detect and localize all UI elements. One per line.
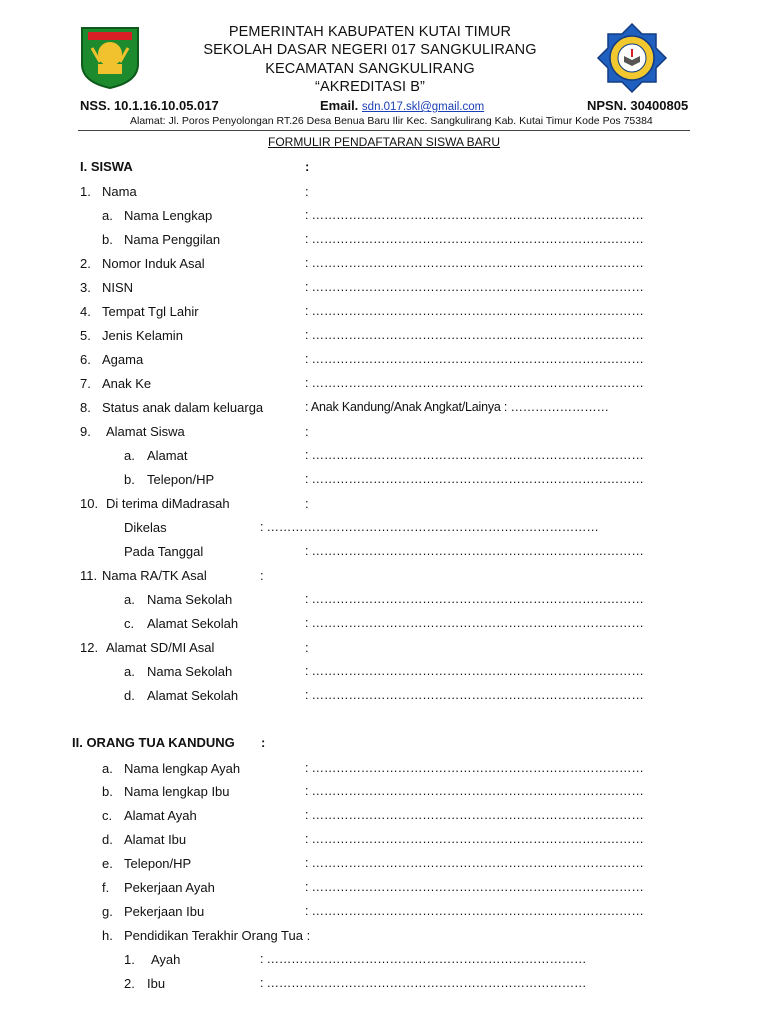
field-pada-tanggal[interactable]: : ……………………………………………………………………… bbox=[305, 544, 644, 558]
item-letter: a. bbox=[124, 448, 135, 463]
regency-crest-icon bbox=[78, 24, 142, 90]
item-number: 8. bbox=[80, 400, 91, 415]
field-ttl[interactable]: : ……………………………………………………………………… bbox=[305, 304, 644, 318]
field-alamat-sekolah-ratk[interactable]: : ……………………………………………………………………… bbox=[305, 616, 644, 630]
label-telepon-ortu: Telepon/HP bbox=[124, 856, 192, 871]
colon: : bbox=[305, 424, 309, 439]
label-pekerjaan-ayah: Pekerjaan Ayah bbox=[124, 880, 215, 895]
item-number: 1. bbox=[80, 184, 91, 199]
label-nomor-induk: Nomor Induk Asal bbox=[102, 256, 205, 271]
item-number: 10. bbox=[80, 496, 99, 511]
form-title: FORMULIR PENDAFTARAN SISWA BARU bbox=[267, 135, 501, 149]
label-jenis-kelamin: Jenis Kelamin bbox=[102, 328, 183, 343]
item-letter: h. bbox=[102, 928, 113, 943]
label-pendidikan-ayah: Ayah bbox=[151, 952, 181, 967]
item-letter: a. bbox=[124, 592, 135, 607]
item-letter: g. bbox=[102, 904, 113, 919]
label-nama-ibu: Nama lengkap Ibu bbox=[124, 784, 230, 799]
email-label: Email. bbox=[320, 98, 359, 113]
label-nama-ayah: Nama lengkap Ayah bbox=[124, 761, 241, 776]
field-jenis-kelamin[interactable]: : ……………………………………………………………………… bbox=[305, 328, 644, 342]
label-anak-ke: Anak Ke bbox=[102, 376, 152, 391]
label-sd-mi: Alamat SD/MI Asal bbox=[106, 640, 215, 655]
item-letter: d. bbox=[124, 688, 135, 703]
label-alamat-sekolah: Alamat Sekolah bbox=[147, 688, 239, 703]
item-letter: b. bbox=[102, 784, 113, 799]
nss-number: NSS. 10.1.16.10.05.017 bbox=[80, 98, 219, 113]
colon: : bbox=[305, 640, 309, 655]
item-letter: a. bbox=[102, 208, 113, 223]
school-emblem-icon bbox=[596, 22, 668, 94]
item-letter: f. bbox=[102, 880, 110, 895]
field-alamat-ayah[interactable]: : ……………………………………………………………………… bbox=[305, 808, 644, 822]
item-number: 7. bbox=[80, 376, 91, 391]
label-alamat-siswa: Alamat Siswa bbox=[106, 424, 185, 439]
item-number: 9. bbox=[80, 424, 91, 439]
colon: : bbox=[305, 159, 310, 174]
item-number: 5. bbox=[80, 328, 91, 343]
section-orangtua-title: II. ORANG TUA KANDUNG bbox=[72, 735, 235, 750]
field-status-anak[interactable]: : Anak Kandung/Anak Angkat/Lainya : …………………… bbox=[305, 400, 609, 414]
label-alamat: Alamat bbox=[147, 448, 188, 463]
field-nama-panggilan[interactable]: : ……………………………………………………………………… bbox=[305, 232, 644, 246]
label-status-anak: Status anak dalam keluarga bbox=[102, 400, 264, 415]
field-alamat-sekolah-sdmi[interactable]: : ……………………………………………………………………… bbox=[305, 688, 644, 702]
label-pendidikan-ibu: Ibu bbox=[147, 976, 166, 991]
label-agama: Agama bbox=[102, 352, 144, 367]
npsn-number: NPSN. 30400805 bbox=[587, 98, 689, 113]
label-pada-tanggal: Pada Tanggal bbox=[124, 544, 204, 559]
item-number: 11. bbox=[80, 568, 98, 583]
item-number: 2. bbox=[80, 256, 91, 271]
item-letter: a. bbox=[102, 761, 113, 776]
colon: : bbox=[305, 496, 309, 511]
field-nama-sekolah-ratk[interactable]: : ……………………………………………………………………… bbox=[305, 592, 644, 606]
field-nama-ayah[interactable]: : ……………………………………………………………………… bbox=[305, 761, 644, 775]
label-pekerjaan-ibu: Pekerjaan Ibu bbox=[124, 904, 205, 919]
item-letter: d. bbox=[102, 832, 113, 847]
label-alamat-ibu: Alamat Ibu bbox=[124, 832, 187, 847]
item-number: 3. bbox=[80, 280, 91, 295]
colon: : bbox=[260, 568, 264, 583]
field-pendidikan-ayah[interactable]: : …………………………………………………………………… bbox=[260, 952, 587, 966]
header-divider bbox=[78, 130, 690, 131]
label-dikelas: Dikelas bbox=[124, 520, 167, 535]
label-ttl: Tempat Tgl Lahir bbox=[102, 304, 199, 319]
label-nisn: NISN bbox=[102, 280, 134, 295]
field-nama-sekolah-sdmi[interactable]: : ……………………………………………………………………… bbox=[305, 664, 644, 678]
label-nama-sekolah: Nama Sekolah bbox=[147, 592, 233, 607]
header-school: SEKOLAH DASAR NEGERI 017 SANGKULIRANG bbox=[203, 42, 537, 58]
label-nama-sekolah: Nama Sekolah bbox=[147, 664, 233, 679]
item-letter: e. bbox=[102, 856, 113, 871]
field-pekerjaan-ayah[interactable]: : ……………………………………………………………………… bbox=[305, 880, 644, 894]
item-number: 12. bbox=[80, 640, 99, 655]
field-agama[interactable]: : ……………………………………………………………………… bbox=[305, 352, 644, 366]
item-letter: c. bbox=[102, 808, 113, 823]
label-ra-tk: Nama RA/TK Asal bbox=[102, 568, 207, 583]
item-number: 1. bbox=[124, 952, 135, 967]
field-alamat-ibu[interactable]: : ……………………………………………………………………… bbox=[305, 832, 644, 846]
label-nama: Nama bbox=[102, 184, 137, 199]
field-telepon[interactable]: : ……………………………………………………………………… bbox=[305, 472, 644, 486]
header-accreditation: “AKREDITASI B” bbox=[315, 79, 425, 95]
field-nama-lengkap[interactable]: : ……………………………………………………………………… bbox=[305, 208, 644, 222]
school-address: Alamat: Jl. Poros Penyolongan RT.26 Desa Benua Baru Ilir Kec. Sangkulirang Kab. Kutai Timur Kode Pos 75384 bbox=[130, 115, 653, 127]
label-alamat-sekolah: Alamat Sekolah bbox=[147, 616, 239, 631]
item-number: 2. bbox=[124, 976, 135, 991]
label-pendidikan: Pendidikan Terakhir Orang Tua : bbox=[124, 928, 311, 943]
field-alamat[interactable]: : ……………………………………………………………………… bbox=[305, 448, 644, 462]
section-siswa-title: I. SISWA bbox=[80, 159, 133, 174]
field-telepon-ortu[interactable]: : ……………………………………………………………………… bbox=[305, 856, 644, 870]
field-anak-ke[interactable]: : ……………………………………………………………………… bbox=[305, 376, 644, 390]
label-diterima: Di terima diMadrasah bbox=[106, 496, 230, 511]
label-telepon: Telepon/HP bbox=[147, 472, 215, 487]
field-pekerjaan-ibu[interactable]: : ……………………………………………………………………… bbox=[305, 904, 644, 918]
item-letter: b. bbox=[124, 472, 135, 487]
colon: : bbox=[305, 184, 309, 199]
field-nisn[interactable]: : ……………………………………………………………………… bbox=[305, 280, 644, 294]
email-link[interactable]: sdn.017.skl@gmail.com bbox=[361, 101, 485, 113]
label-nama-panggilan: Nama Penggilan bbox=[124, 232, 221, 247]
header-district: KECAMATAN SANGKULIRANG bbox=[265, 61, 475, 77]
header-regency: PEMERINTAH KABUPATEN KUTAI TIMUR bbox=[228, 24, 512, 40]
label-alamat-ayah: Alamat Ayah bbox=[124, 808, 197, 823]
item-number: 4. bbox=[80, 304, 91, 319]
item-letter: b. bbox=[102, 232, 113, 247]
field-dikelas[interactable]: : ……………………………………………………………………… bbox=[260, 520, 599, 534]
item-number: 6. bbox=[80, 352, 91, 367]
field-nomor-induk[interactable]: : ……………………………………………………………………… bbox=[305, 256, 644, 270]
item-letter: c. bbox=[124, 616, 135, 631]
item-letter: a. bbox=[124, 664, 135, 679]
field-nama-ibu[interactable]: : ……………………………………………………………………… bbox=[305, 784, 644, 798]
label-nama-lengkap: Nama Lengkap bbox=[124, 208, 213, 223]
field-pendidikan-ibu[interactable]: : …………………………………………………………………… bbox=[260, 976, 587, 990]
colon: : bbox=[261, 735, 266, 750]
